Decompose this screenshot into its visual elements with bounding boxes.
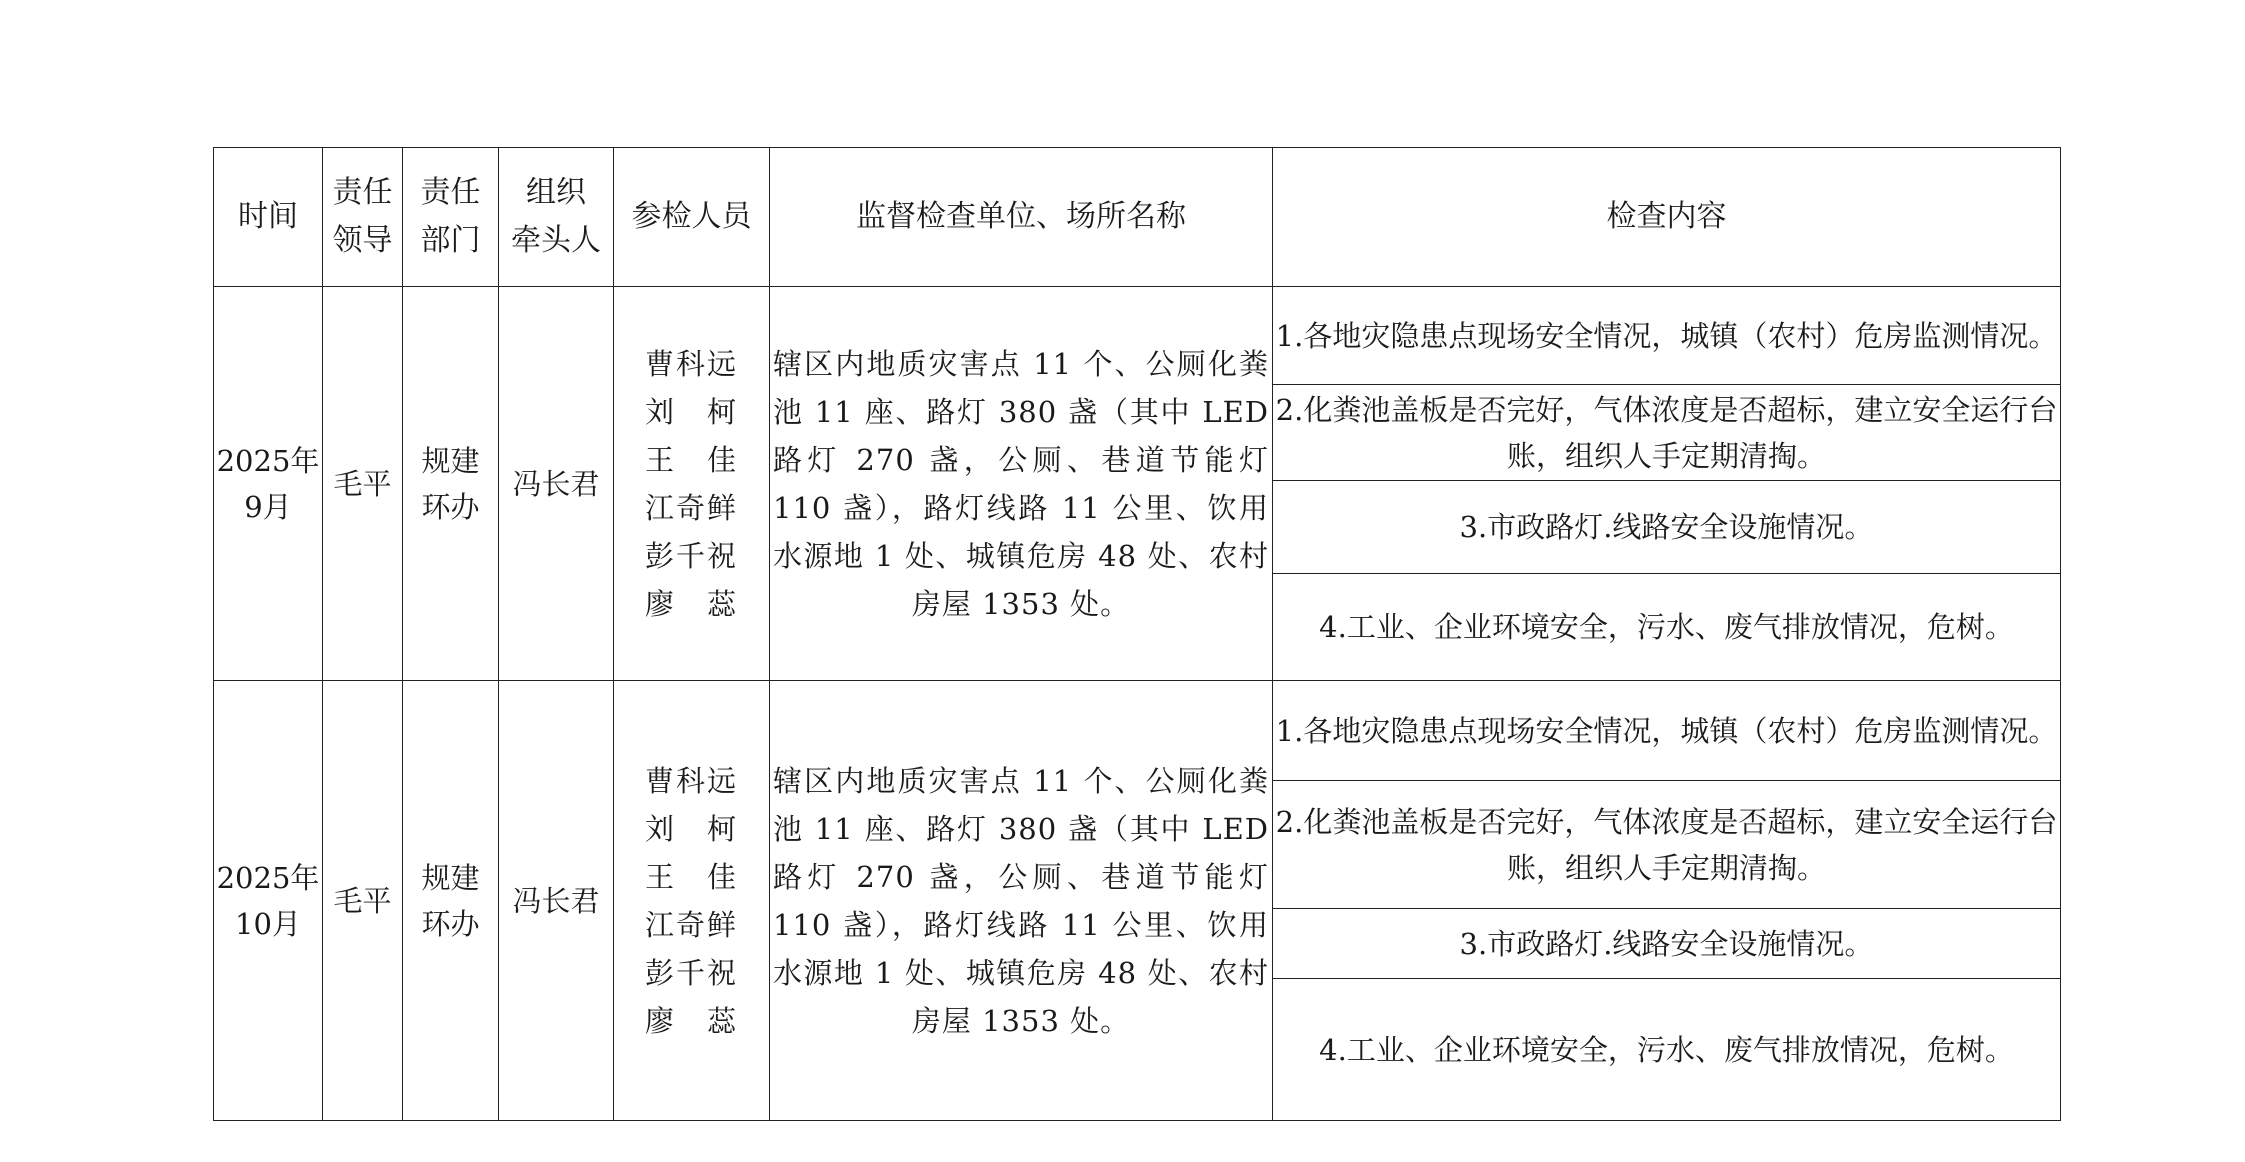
participant-name: 彭千祝 <box>644 955 738 990</box>
participant-name: 廖 蕊 <box>644 1003 738 1038</box>
header-content: 检查内容 <box>1273 148 2061 287</box>
time-year: 2025年 <box>216 443 320 478</box>
participant-name: 刘 柯 <box>644 811 738 846</box>
time-cell <box>214 681 323 1121</box>
header-dept <box>403 148 499 287</box>
header-leader-line1: 责任 <box>332 175 393 210</box>
participant-name: 王 佳 <box>644 442 738 477</box>
participant-name: 曹科远 <box>644 346 738 381</box>
time-month: 9月 <box>244 489 292 524</box>
participant-name: 彭千祝 <box>644 538 738 573</box>
check-item: 2.化粪池盖板是否完好，气体浓度是否超标，建立安全运行台账，组织人手定期清掏。 <box>1273 781 2061 909</box>
check-item: 3.市政路灯.线路安全设施情况。 <box>1273 909 2061 979</box>
header-dept-line1: 责任 <box>420 175 481 210</box>
dept-cell <box>403 287 499 681</box>
participant-name: 江奇鲜 <box>644 490 738 525</box>
inspection-schedule-table <box>213 147 2061 1121</box>
time-cell <box>214 287 323 681</box>
dept-line1: 规建 <box>421 860 480 895</box>
dept-cell <box>403 681 499 1121</box>
header-units: 监督检查单位、场所名称 <box>770 148 1273 287</box>
dept-line2: 环办 <box>421 906 480 941</box>
check-item: 1.各地灾隐患点现场安全情况，城镇（农村）危房监测情况。 <box>1273 287 2061 385</box>
header-leader <box>323 148 403 287</box>
check-item: 1.各地灾隐患点现场安全情况，城镇（农村）危房监测情况。 <box>1273 681 2061 781</box>
header-organizer-line1: 组织 <box>526 175 586 210</box>
participant-name: 王 佳 <box>644 859 738 894</box>
time-month: 10月 <box>235 906 301 941</box>
participant-name: 曹科远 <box>644 763 738 798</box>
table-row <box>214 287 2061 385</box>
header-organizer <box>499 148 614 287</box>
header-organizer-line2: 牵头人 <box>511 223 601 258</box>
organizer-cell: 冯长君 <box>499 287 614 681</box>
header-row <box>214 148 2061 287</box>
dept-line1: 规建 <box>421 443 480 478</box>
participants-cell <box>614 681 770 1121</box>
organizer-cell: 冯长君 <box>499 681 614 1121</box>
participant-name: 江奇鲜 <box>644 907 738 942</box>
header-time: 时间 <box>214 148 323 287</box>
units-cell: 辖区内地质灾害点 11 个、公厕化粪池 11 座、路灯 380 盏（其中 LED 路灯 270 盏，公厕、巷道节能灯 110 盏），路灯线路 11 公里、饮用水源地 1 处、城镇危房 48 处、农村房屋 1353 处。 <box>770 681 1273 1121</box>
header-leader-line2: 领导 <box>332 223 393 258</box>
check-item: 4.工业、企业环境安全，污水、废气排放情况，危树。 <box>1273 574 2061 681</box>
participants-cell <box>614 287 770 681</box>
table-row <box>214 681 2061 781</box>
units-cell: 辖区内地质灾害点 11 个、公厕化粪池 11 座、路灯 380 盏（其中 LED 路灯 270 盏，公厕、巷道节能灯 110 盏），路灯线路 11 公里、饮用水源地 1 处、城镇危房 48 处、农村房屋 1353 处。 <box>770 287 1273 681</box>
participant-name: 廖 蕊 <box>644 586 738 621</box>
leader-cell: 毛平 <box>323 681 403 1121</box>
leader-cell: 毛平 <box>323 287 403 681</box>
time-year: 2025年 <box>216 860 320 895</box>
participant-name: 刘 柯 <box>644 394 738 429</box>
dept-line2: 环办 <box>421 489 480 524</box>
header-dept-line2: 部门 <box>420 223 481 258</box>
header-participants: 参检人员 <box>614 148 770 287</box>
check-item: 3.市政路灯.线路安全设施情况。 <box>1273 481 2061 574</box>
check-item: 2.化粪池盖板是否完好，气体浓度是否超标，建立安全运行台账，组织人手定期清掏。 <box>1273 385 2061 481</box>
check-item: 4.工业、企业环境安全，污水、废气排放情况，危树。 <box>1273 979 2061 1121</box>
